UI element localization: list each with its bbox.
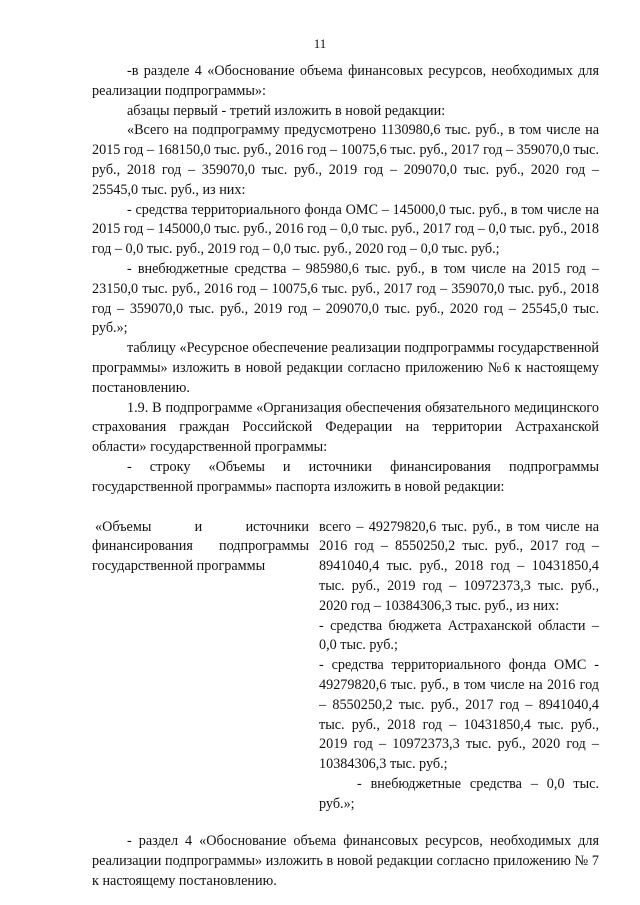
paragraph-section4-intro: -в разделе 4 «Обоснование объема финансовых ресурсов, необходимых для реализации подпрограммы»: xyxy=(92,63,599,99)
table-right-cell xyxy=(319,518,599,815)
document-body xyxy=(92,62,599,892)
paragraph-passport-row: - строку «Объемы и источники финансирования подпрограммы государственной программы» паспорта изложить в новой редакции: xyxy=(92,458,599,495)
paragraph-total: «Всего на подпрограмму предусмотрено 1130980,6 тыс. руб., в том числе на 2015 год – 168150,0 тыс. руб., 2016 год – 10075,6 тыс. руб., 2017 год – 359070,0 тыс. руб., 2018 год – 359070,0 тыс. руб., 2019 год – 209070,0 тыс. руб., 2020 год – 25545,0 тыс. руб., из них: xyxy=(92,122,599,198)
paragraph-closing: - раздел 4 «Обоснование объема финансовых ресурсов, необходимых для реализации подпрограммы» изложить в новой редакции согласно приложению № 7 к настоящему постановлению. xyxy=(92,833,599,890)
table-oms-fund: - средства территориального фонда ОМС - 49279820,6 тыс. руб., в том числе на 2016 год – 8550250,2 тыс. руб., 2017 год – 8941040,4 тыс. руб., 2018 год – 10431850,4 тыс. руб., 2019 год – 10972373,3 тыс. руб., 2020 год – 10384306,3 тыс. руб.; xyxy=(319,657,599,773)
paragraph-extrabudget: - внебюджетные средства – 985980,6 тыс. руб., в том числе на 2015 год – 23150,0 тыс. руб., 2016 год – 10075,6 тыс. руб., 2017 год – 359070,0 тыс. руб., 2018 год – 359070,0 тыс. руб., 2019 год – 209070,0 тыс. руб., 2020 год – 25545,0 тыс. руб.»; xyxy=(92,260,599,337)
paragraph-first-third: абзацы первый - третий изложить в новой редакции: xyxy=(127,102,446,119)
table-total: всего – 49279820,6 тыс. руб., в том числе на 2016 год – 8550250,2 тыс. руб., 2017 год – 8941040,4 тыс. руб., 2018 год – 10431850,4 тыс. руб., 2019 год – 10972373,3 тыс. руб., 2020 год – 10384306,3 тыс. руб., из них: xyxy=(319,518,599,614)
paragraph-1-9: 1.9. В подпрограмме «Организация обеспечения обязательного медицинского страхования граждан Российской Федерации на территории Астраханской области» государственной программы: xyxy=(92,399,599,456)
paragraph-oms-fund: - средства территориального фонда ОМС – 145000,0 тыс. руб., в том числе на 2015 год – 145000,0 тыс. руб., 2016 год – 0,0 тыс. руб., 2017 год – 0,0 тыс. руб., 2018 год – 0,0 тыс. руб., 2019 год – 0,0 тыс. руб., 2020 год – 0,0 тыс. руб.; xyxy=(92,201,599,258)
table-regional-budget: - средства бюджета Астраханской области – 0,0 тыс. руб.; xyxy=(319,617,599,654)
page-number: 11 xyxy=(313,36,327,51)
table-extrabudget: - внебюджетные средства – 0,0 тыс. руб.»; xyxy=(319,775,599,812)
paragraph-table-note: таблицу «Ресурсное обеспечение реализации подпрограммы государственной программы» изложить в новой редакции согласно приложению №6 к настоящему постановлению. xyxy=(92,340,599,396)
passport-table xyxy=(92,518,599,815)
table-left-cell: «Объемы и источники финансирования подпрограммы государственной программы xyxy=(92,518,309,575)
